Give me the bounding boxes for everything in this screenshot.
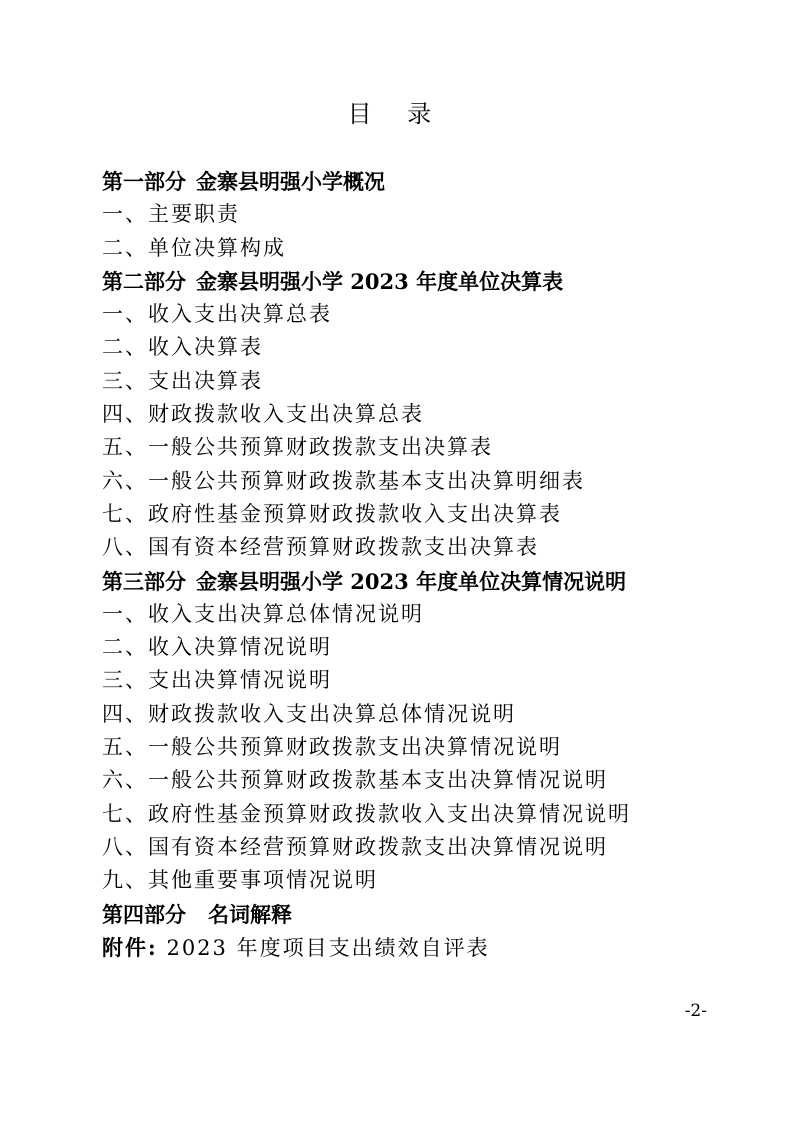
toc-item: 一、收入支出决算总体情况说明 xyxy=(102,601,424,626)
toc-item: 四、财政拨款收入支出决算总体情况说明 xyxy=(102,701,516,726)
part-3-heading xyxy=(102,565,762,598)
attachment-line xyxy=(102,931,762,964)
part-number: 第一部分 xyxy=(102,169,186,194)
part-title: 金寨县明强小学 2023 年度单位决算表 xyxy=(196,268,564,294)
attachment-label: 附件: xyxy=(102,934,158,960)
toc-item: 三、支出决算表 xyxy=(102,368,263,393)
toc-item: 一、主要职责 xyxy=(102,202,240,227)
part-title: 金寨县明强小学概况 xyxy=(196,169,385,194)
page-number: -2- xyxy=(684,1001,707,1021)
toc-item: 二、收入决算情况说明 xyxy=(102,635,332,660)
toc-item: 六、一般公共预算财政拨款基本支出决算情况说明 xyxy=(102,768,608,793)
toc-item: 八、国有资本经营预算财政拨款支出决算表 xyxy=(102,535,539,560)
part-4-heading xyxy=(102,898,762,931)
attachment-text: 2023 年度项目支出绩效自评表 xyxy=(166,935,490,960)
part-number: 第四部分 xyxy=(102,901,186,927)
part-title: 金寨县明强小学 2023 年度单位决算情况说明 xyxy=(196,568,627,594)
toc-item: 八、国有资本经营预算财政拨款支出决算情况说明 xyxy=(102,834,608,859)
part-title: 名词解释 xyxy=(208,901,292,927)
table-of-contents xyxy=(102,165,762,964)
page-title: 目 录 xyxy=(347,100,446,128)
toc-item: 二、单位决算构成 xyxy=(102,235,286,260)
part-number: 第三部分 xyxy=(102,568,186,594)
toc-item: 五、一般公共预算财政拨款支出决算表 xyxy=(102,435,493,460)
toc-item: 七、政府性基金预算财政拨款收入支出决算表 xyxy=(102,501,562,526)
toc-item: 四、财政拨款收入支出决算总表 xyxy=(102,402,424,427)
toc-item: 三、支出决算情况说明 xyxy=(102,668,332,693)
part-1-heading xyxy=(102,165,762,198)
toc-item: 五、一般公共预算财政拨款支出决算情况说明 xyxy=(102,735,562,760)
toc-item: 二、收入决算表 xyxy=(102,335,263,360)
part-2-heading xyxy=(102,265,762,298)
toc-item: 七、政府性基金预算财政拨款收入支出决算情况说明 xyxy=(102,801,631,826)
part-number: 第二部分 xyxy=(102,268,186,294)
toc-item: 六、一般公共预算财政拨款基本支出决算明细表 xyxy=(102,468,585,493)
toc-item: 一、收入支出决算总表 xyxy=(102,302,332,327)
toc-item: 九、其他重要事项情况说明 xyxy=(102,868,378,893)
